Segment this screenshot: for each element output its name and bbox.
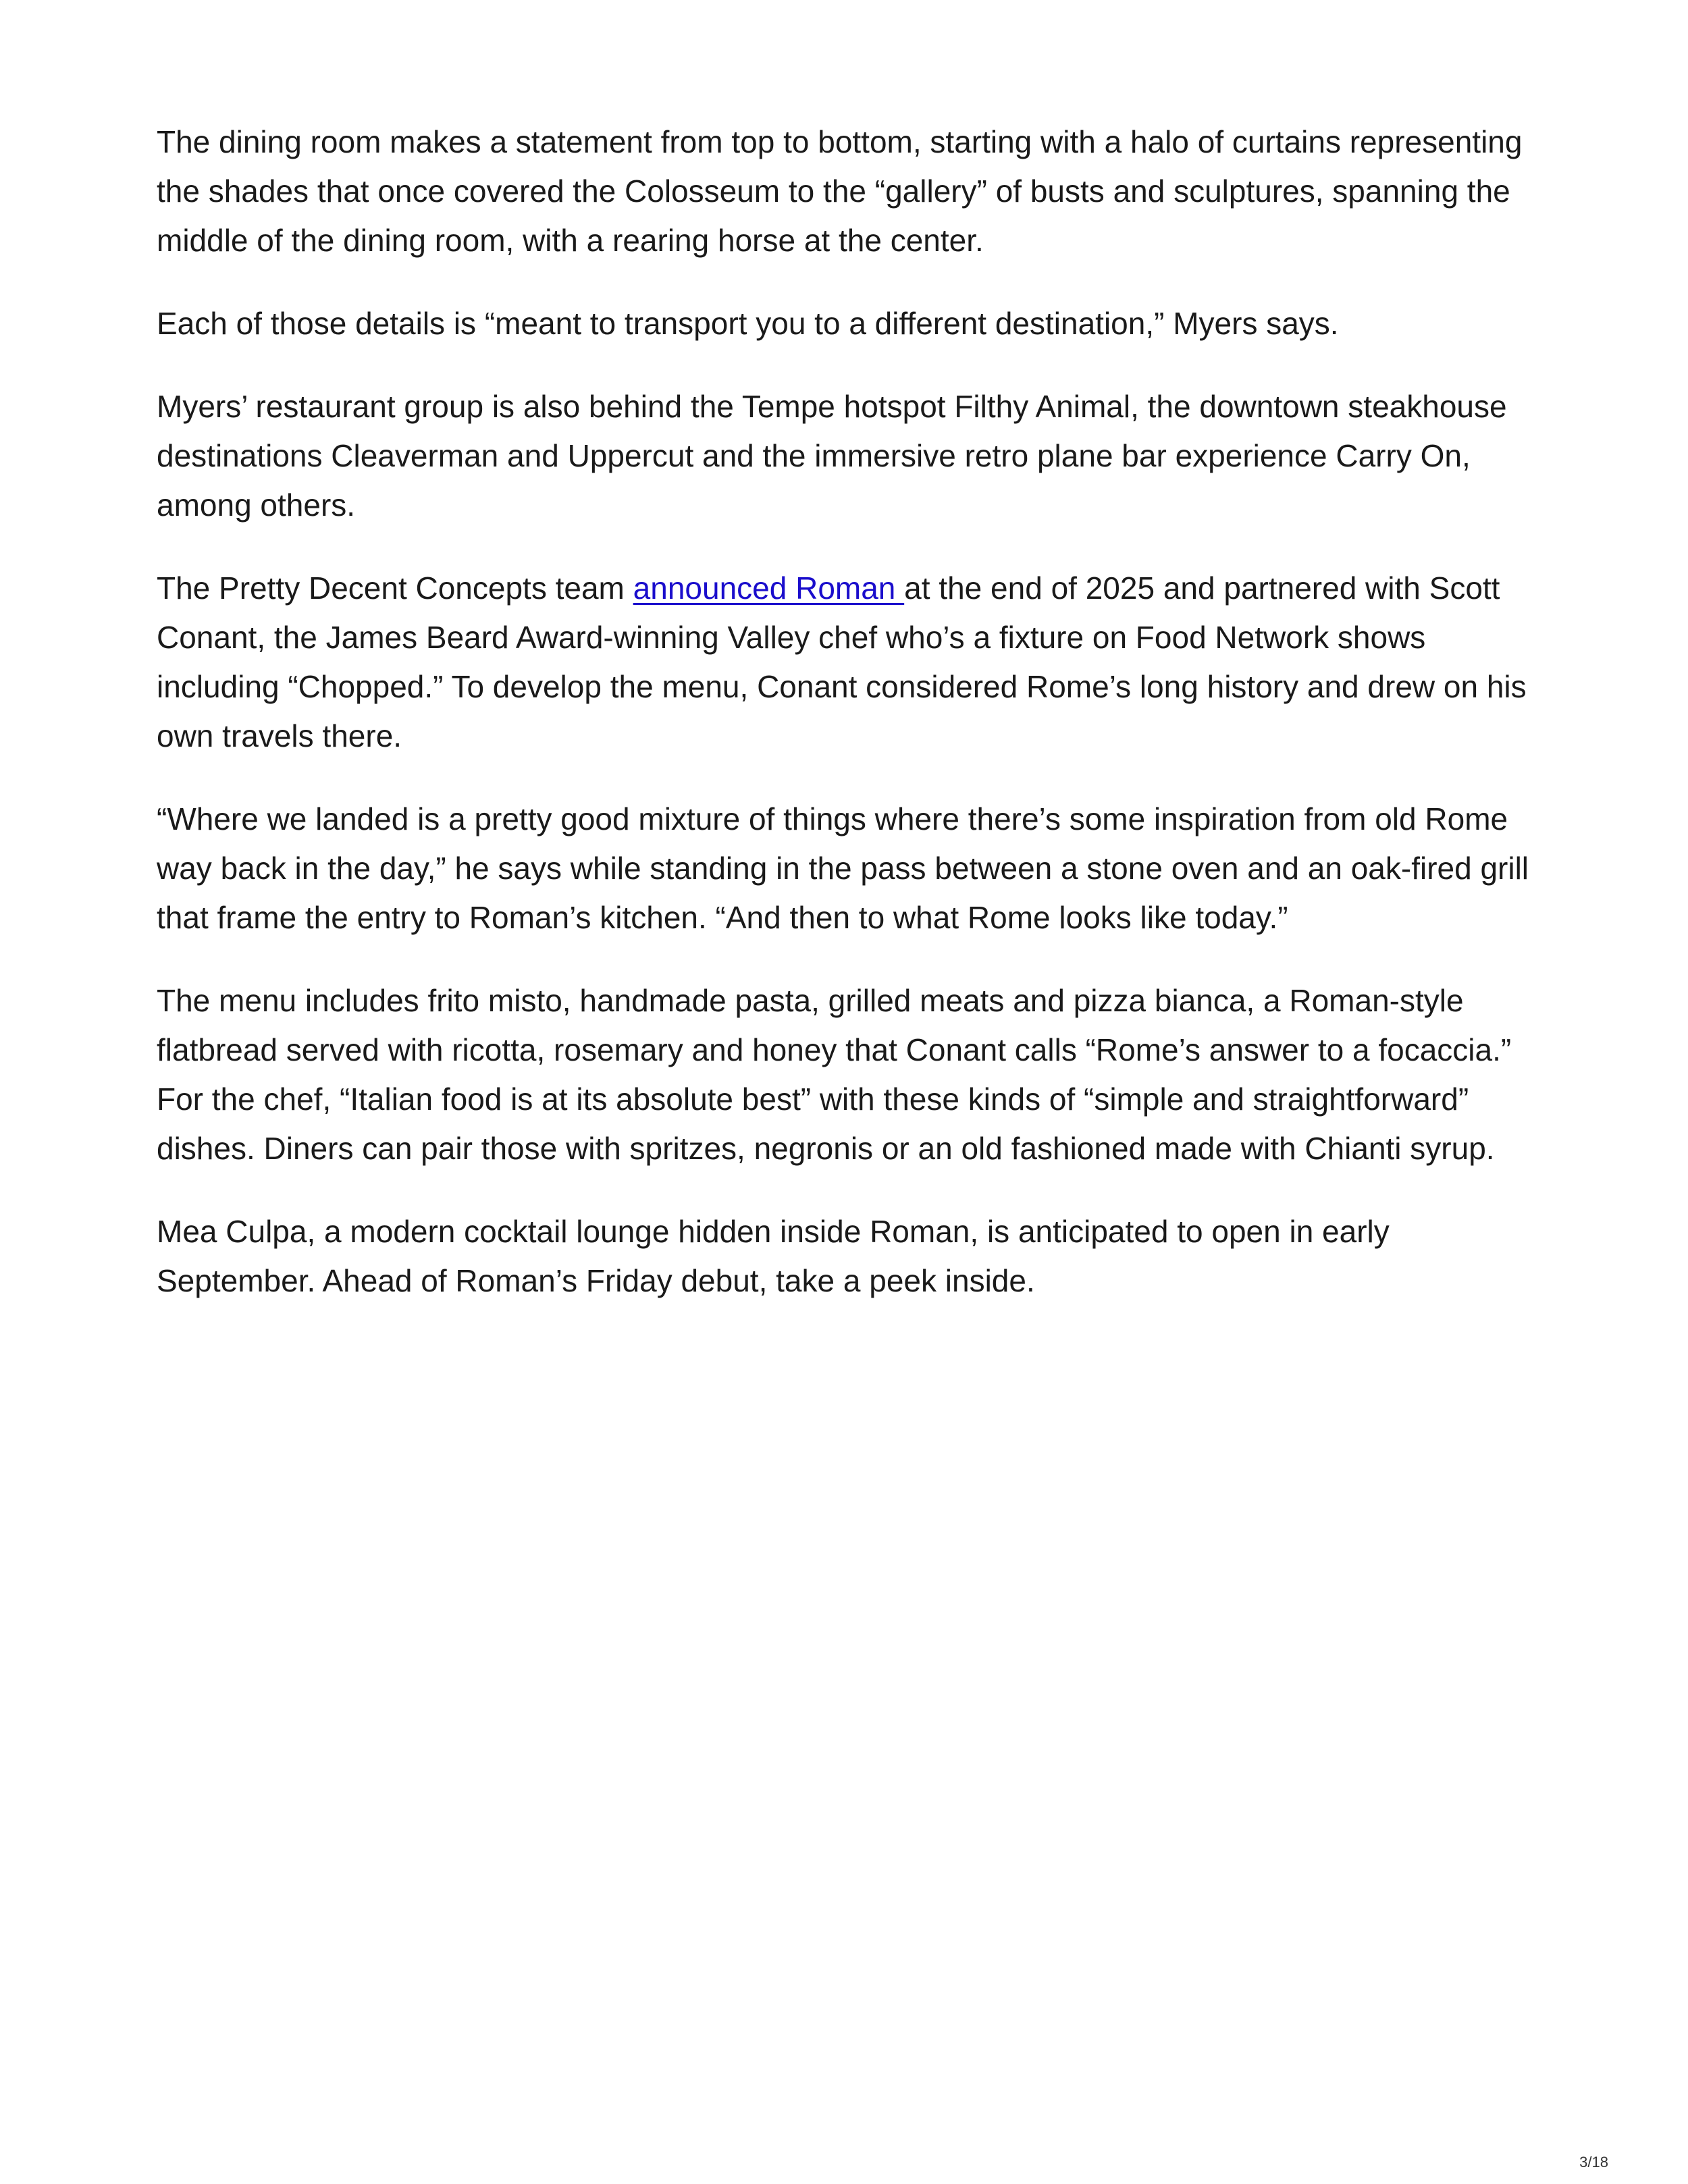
paragraph-menu: The menu includes frito misto, handmade pasta, grilled meats and pizza bianca, a Roman-style flatbread served with ricotta, rosemary and honey that Conant calls “Rome’s answer to a focaccia.” For the chef, “Italian food is at its absolute best” with these kinds of “simple and straightforward” dishes. Diners can pair those with spritzes, negronis or an old fashioned made with Chianti syrup. — [157, 983, 1512, 1166]
paragraph-announcement-lead: The Pretty Decent Concepts team — [157, 570, 633, 606]
paragraph-details-quote: Each of those details is “meant to transport you to a different destination,” Myers says. — [157, 306, 1339, 341]
article-body — [157, 117, 1534, 1339]
paragraph-announcement-rest: at the end of 2025 and partnered with Scott Conant, the James Beard Award-winning Valley chef who’s a fixture on Food Network shows including “Chopped.” To develop the menu, Conant considered Rome’s long history and drew on his own travels there. — [157, 570, 1527, 753]
page-number: 3/18 — [1579, 2154, 1608, 2170]
paragraph-chef-quote: “Where we landed is a pretty good mixture of things where there’s some inspiration from old Rome way back in the day,” he says while standing in the pass between a stone oven and an oak-fired grill that frame the entry to Roman’s kitchen. “And then to what Rome looks like today.” — [157, 801, 1529, 935]
announced-roman-link[interactable]: announced Roman — [633, 570, 905, 606]
paragraph-dining-room: The dining room makes a statement from top to bottom, starting with a halo of curtains representing the shades that once covered the Colosseum to the “gallery” of busts and sculptures, spanning the middle of the dining room, with a rearing horse at the center. — [157, 124, 1523, 258]
paragraph-mea-culpa: Mea Culpa, a modern cocktail lounge hidden inside Roman, is anticipated to open in early September. Ahead of Roman’s Friday debut, take a peek inside. — [157, 1214, 1390, 1298]
paragraph-restaurant-group: Myers’ restaurant group is also behind the Tempe hotspot Filthy Animal, the downtown steakhouse destinations Cleaverman and Uppercut and the immersive retro plane bar experience Carry On, among others. — [157, 389, 1507, 523]
paragraph-announcement — [157, 564, 1534, 761]
